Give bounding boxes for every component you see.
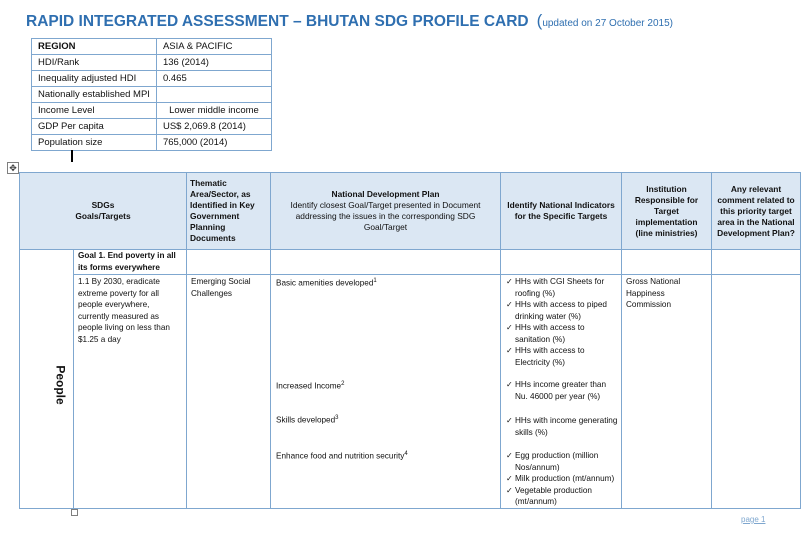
thematic-cell <box>186 274 271 509</box>
indicator-item: ✓ HHs with CGI Sheets for roofing (%) <box>506 276 618 299</box>
goal-row-cell <box>186 249 271 275</box>
profile-value: 136 (2014) <box>156 55 271 71</box>
page-number-link[interactable]: page 1 <box>741 515 766 524</box>
profile-row <box>32 55 272 71</box>
profile-row <box>32 103 272 119</box>
indicator-item: ✓ Vegetable production (mt/annum) <box>506 485 618 508</box>
goal-text: Goal 1. End poverty in all its forms everywhere <box>78 251 176 272</box>
institution-text: Gross National Happiness Commission <box>626 277 681 309</box>
profile-key: Nationally established MPI <box>32 87 157 103</box>
country-profile-table <box>31 38 272 151</box>
header-sdg-line1: SDGs <box>91 200 115 210</box>
header-ndp-subtitle: Identify closest Goal/Target presented in Document addressing the issues in the corresponding SDG Goal/Target <box>290 200 481 232</box>
profile-value: ASIA & PACIFIC <box>156 39 271 55</box>
profile-value: 0.465 <box>156 71 271 87</box>
header-thematic-area: Thematic Area/Sector, as Identified in Key Government Planning Documents <box>186 172 271 250</box>
plan-item: Increased Income$^2$ <box>276 381 345 391</box>
profile-row <box>32 71 272 87</box>
header-comment: Any relevant comment related to this priority target area in the National Development Plan? <box>711 172 801 250</box>
updated-date: updated on 27 October 2015 <box>542 18 670 29</box>
profile-row <box>32 87 272 103</box>
indicator-item: ✓ HHs with income generating skills (%) <box>506 415 618 438</box>
indicator-group <box>506 415 618 438</box>
goal-row-cell <box>270 249 501 275</box>
header-national-development-plan <box>270 172 501 250</box>
header-sdg-line2: Goals/Targets <box>75 211 131 221</box>
profile-key: Population size <box>32 135 157 151</box>
indicator-group <box>506 276 618 368</box>
page-title <box>26 11 673 31</box>
plan-item: Basic amenities developed$^1$ <box>276 278 377 288</box>
profile-key: Income Level <box>32 103 157 119</box>
profile-value: Lower middle income <box>156 103 271 119</box>
indicator-item: ✓ HHs income greater than Nu. 46000 per year (%) <box>506 379 618 402</box>
indicator-group <box>506 450 618 508</box>
title-main: RAPID INTEGRATED ASSESSMENT – BHUTAN SDG PROFILE CARD <box>26 13 529 30</box>
thematic-text: Emerging Social Challenges <box>191 277 251 298</box>
plan-item: Enhance food and nutrition security$^4$ <box>276 451 408 461</box>
profile-value: 765,000 (2014) <box>156 135 271 151</box>
header-institution: Institution Responsible for Target implementation (line ministries) <box>621 172 712 250</box>
profile-key: Inequality adjusted HDI <box>32 71 157 87</box>
indicator-item: ✓ Milk production (mt/annum) <box>506 473 618 485</box>
plan-item: Skills developed$^3$ <box>276 415 339 425</box>
profile-row <box>32 135 272 151</box>
goal-row-cell <box>500 249 622 275</box>
goal-row-cell <box>621 249 712 275</box>
indicator-item: ✓ HHs with access to Electricity (%) <box>506 345 618 368</box>
indicator-item: ✓ HHs with access to sanitation (%) <box>506 322 618 345</box>
profile-key: REGION <box>32 39 157 55</box>
indicator-item: ✓ Egg production (million Nos/annum) <box>506 450 618 473</box>
profile-value <box>156 87 271 103</box>
header-national-indicators: Identify National Indicators for the Specific Targets <box>500 172 622 250</box>
indicator-item: ✓ HHs with access to piped drinking water (%) <box>506 299 618 322</box>
target-text: 1.1 By 2030, eradicate extreme poverty for all people everywhere, currently measured as people living on less than $1.25 a day <box>78 277 170 344</box>
profile-key: GDP Per capita <box>32 119 157 135</box>
table-move-handle-icon[interactable]: ✥ <box>7 162 19 174</box>
profile-row <box>32 39 272 55</box>
header-ndp-title: National Development Plan <box>331 189 440 199</box>
title-close-paren: ) <box>669 18 673 29</box>
profile-row <box>32 119 272 135</box>
comment-cell <box>711 274 801 509</box>
goal-row-cell <box>711 249 801 275</box>
header-sdg-goals <box>19 172 187 250</box>
profile-value: US$ 2,069.8 (2014) <box>156 119 271 135</box>
pillar-label: People <box>53 365 68 405</box>
text-cursor <box>71 150 73 162</box>
title-open-paren: ( <box>536 11 543 30</box>
sdg-table <box>19 172 801 509</box>
profile-key: HDI/Rank <box>32 55 157 71</box>
table-resize-handle[interactable] <box>71 509 78 516</box>
indicator-group <box>506 379 618 402</box>
